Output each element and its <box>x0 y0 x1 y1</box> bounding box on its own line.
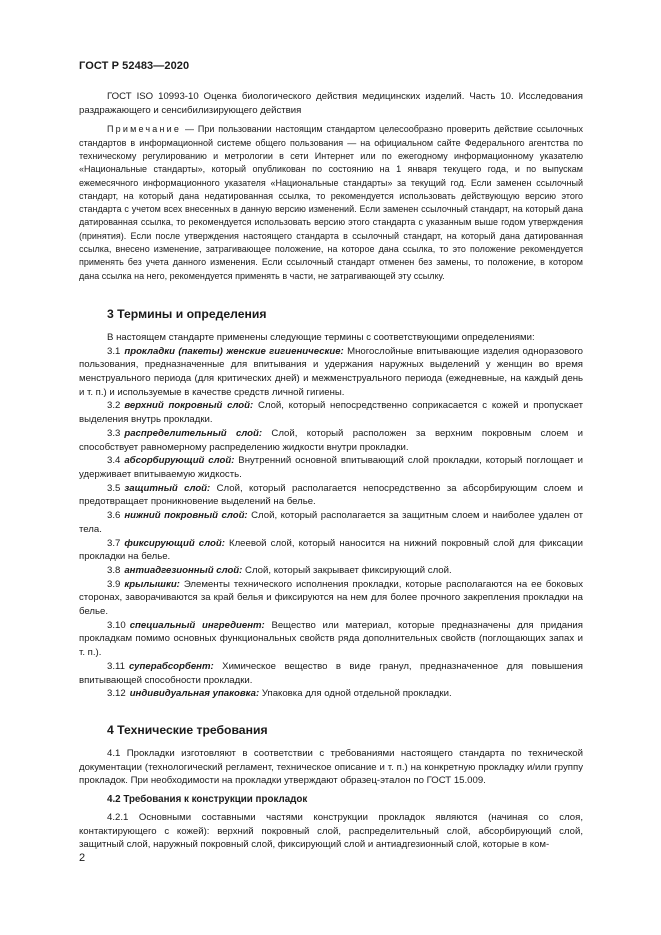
term-definition <box>79 345 583 400</box>
term-definition <box>79 509 583 536</box>
term-number: 3.11 <box>107 660 125 672</box>
term-name: индивидуальная упаковка: <box>129 688 260 700</box>
subsection-4-2-heading: 4.2 Требования к конструкции прокладок <box>107 794 308 806</box>
term-definition <box>79 687 583 701</box>
term-definition <box>79 454 583 481</box>
section-4-heading: 4 Технические требования <box>107 722 268 737</box>
term-name: защитный слой: <box>124 482 211 494</box>
term-name: абсорбирующий слой: <box>124 455 235 467</box>
clause-4-1: 4.1 Прокладки изготовляют в соответствии с требованиями настоящего стандарта по технической документации (технологический регламент, техническое описание и т. п.) на конкретную прокладку и/или группу прокладок. При необходимости на прокладки утверждают образец-эталон по ГОСТ 15.009. <box>79 747 583 787</box>
term-definition <box>79 427 583 454</box>
note-text: — При пользовании настоящим стандартом целесообразно проверить действие ссылочных стандартов в информационной системе общего пользования — на официальном сайте Федерального агентства по техническому регулированию и метрологии в сети Интернет или по ежегодному информационному указателю «Национальные стандарты», который опубликован по состоянию на 1 января текущего года, и по выпускам ежемесячного информационного указателя «Национальные стандарты» за текущий год. Если заменен ссылочный стандарт, на который дана недатированная ссылка, то рекомендуется использовать действующую версию этого стандарта с учетом всех внесенных в данную версию изменений. Если заменен ссылочный стандарт, на который дана датированная ссылка, то рекомендуется использовать версию этого стандарта с указанным выше годом утверждения (принятия). Если после утверждения настоящего стандарта в ссылочный стандарт, на который дана датированная ссылка, внесено изменение, затрагивающее положение, на которое дана ссылка, то это положение рекомендуется применять без учета данного изменения. Если ссылочный стандарт отменен без замены, то положение, в котором дана ссылка на него, рекомендуется применять в части, не затрагивающей эту ссылку. <box>79 124 583 281</box>
term-text: Вещество или материал, которые предназначены для придания прокладкам помимо основных функциональных свойств ряда дополнительных свойств (поглощающих запах и т. п.). <box>79 619 583 659</box>
section-3-heading: 3 Термины и определения <box>107 306 267 321</box>
term-text: Слой, который расположен за верхним покровным слоем и способствует равномерному распределению жидкости внутри прокладки. <box>79 427 584 453</box>
term-number: 3.2 <box>107 400 121 412</box>
term-number: 3.12 <box>107 688 126 700</box>
term-text: Внутренний основной впитывающий слой прокладки, который поглощает и удерживает впитываемую жидкость. <box>79 455 583 480</box>
term-name: фиксирующий слой: <box>124 537 225 549</box>
term-name: прокладки (пакеты) женские гигиенические: <box>124 345 344 357</box>
term-name: распределительный слой: <box>124 427 263 439</box>
term-text: Слой, который располагается за защитным слоем и наиболее удален от тела. <box>79 510 583 535</box>
term-number: 3.3 <box>107 427 121 439</box>
terms-list <box>79 345 583 701</box>
clause-4-2-1: 4.2.1 Основными составными частями конструкции прокладок являются (начиная со слоя, контактирующего с кожей): верхний покровный слой, распределительный слой, абсорбирующий слой, защитный слой, наружный покровный слой, фиксирующий слой и антиадгезионный слой, которые в ком- <box>79 812 583 851</box>
term-name: верхний покровный слой: <box>124 400 254 412</box>
term-number: 3.7 <box>107 537 121 549</box>
term-text: Слой, который закрывает фиксирующий слой. <box>242 564 452 576</box>
term-text: Многослойные впитывающие изделия одноразового пользования, предназначенные для впитывания и удержания наружных выделений у женщин во время менструального периода (для критических дней) и межменструального периода (ежедневные, на каждый день и т. п.) и используемые в качестве средств личной гигиены. <box>79 345 583 398</box>
term-number: 3.1 <box>107 345 121 357</box>
document-body <box>79 90 583 852</box>
note-paragraph <box>79 123 583 283</box>
term-name: антиадгезионный слой: <box>124 564 243 576</box>
term-text: Слой, который располагается непосредственно за абсорбирующим слоем и предотвращает проникновение выделений на белье. <box>79 482 583 508</box>
term-definition <box>79 578 583 619</box>
term-number: 3.6 <box>107 510 121 522</box>
section-3-lead: В настоящем стандарте применены следующие термины с соответствующими определениями: <box>107 331 535 343</box>
term-definition <box>79 399 583 426</box>
document-header: ГОСТ Р 52483—2020 <box>79 60 190 72</box>
term-name: нижний покровный слой: <box>124 510 248 522</box>
term-text: Упаковка для одной отдельной прокладки. <box>259 688 452 700</box>
normative-reference: ГОСТ ISO 10993-10 Оценка биологического действия медицинских изделий. Часть 10. Исследования раздражающего и сенсибилизирующего действия <box>79 91 583 116</box>
term-number: 3.4 <box>107 455 121 467</box>
term-definition <box>79 619 583 660</box>
term-definition <box>79 537 583 564</box>
page-number: 2 <box>79 852 86 864</box>
term-text: Клеевой слой, который наносится на нижний покровный слой для фиксации прокладки на белье. <box>79 537 583 563</box>
term-number: 3.5 <box>107 482 121 494</box>
term-name: специальный ингредиент: <box>129 619 265 631</box>
term-name: суперабсорбент: <box>128 660 214 672</box>
note-label: Примечание <box>107 124 182 135</box>
term-name: крылышки: <box>124 578 180 590</box>
term-text: Слой, который непосредственно соприкасается с кожей и пропускает выделения внутрь прокладки. <box>79 400 583 426</box>
term-text: Элементы технического исполнения прокладки, которые располагаются на ее боковых сторонах, заворачиваются за край белья и фиксируются на нем для более прочного закрепления прокладки на белье. <box>79 578 583 618</box>
term-number: 3.9 <box>107 578 121 590</box>
term-definition <box>79 564 583 578</box>
term-text: Химическое вещество в виде гранул, предназначенное для повышения впитывающей способности прокладки. <box>79 660 583 686</box>
term-number: 3.8 <box>107 564 121 576</box>
term-definition <box>79 660 583 687</box>
term-definition <box>79 482 583 509</box>
term-number: 3.10 <box>107 619 126 631</box>
